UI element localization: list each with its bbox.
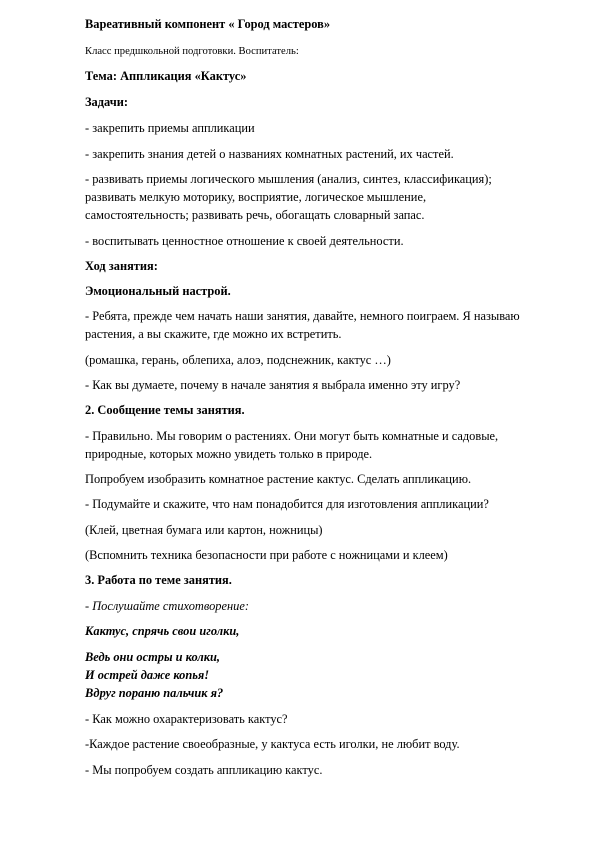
section2-line: - Подумайте и скажите, что нам понадобится для изготовления аппликации? — [85, 497, 489, 511]
closing-line: - Как можно охарактеризовать кактус? — [85, 712, 288, 726]
section2-line: природные, которых можно увидеть только в природе. — [85, 447, 373, 461]
closing-line: -Каждое растение своеобразные, у кактуса есть иголки, не любит воду. — [85, 737, 460, 751]
section2-line: (Клей, цветная бумага или картон, ножницы) — [85, 523, 323, 537]
task-line: самостоятельность; развивать речь, обогащать словарный запас. — [85, 208, 425, 222]
topic-heading: Тема: Аппликация «Кактус» — [85, 69, 247, 83]
task-line: - закрепить знания детей о названиях комнатных растений, их частей. — [85, 147, 454, 161]
poem-intro: - Послушайте стихотворение: — [85, 599, 249, 613]
section2-line: - Правильно. Мы говорим о растениях. Они могут быть комнатные и садовые, — [85, 429, 499, 443]
mood-line: (ромашка, герань, облепиха, алоэ, подснежник, кактус …) — [85, 353, 391, 367]
mood-line: растения, а вы скажите, где можно их встретить. — [85, 327, 342, 341]
section3-heading: 3. Работа по теме занятия. — [85, 573, 232, 587]
mood-heading: Эмоциональный настрой. — [85, 284, 231, 298]
task-line: - развивать приемы логического мышления (анализ, синтез, классификация); — [85, 172, 492, 186]
task-line: - закрепить приемы аппликации — [85, 121, 255, 135]
task-line: развивать мелкую моторику, восприятие, логическое мышление, — [85, 190, 427, 204]
mood-line: - Как вы думаете, почему в начале занятия я выбрала именно эту игру? — [85, 378, 461, 392]
poem-line: И острей даже копья! — [85, 668, 210, 682]
poem-line: Вдруг пораню пальчик я? — [85, 686, 224, 700]
mood-line: - Ребята, прежде чем начать наши занятия, давайте, немного поиграем. Я называю — [85, 309, 520, 323]
section2-line: Попробуем изобразить комнатное растение кактус. Сделать аппликацию. — [85, 472, 472, 486]
poem-line: Ведь они остры и колки, — [85, 650, 220, 664]
closing-line: - Мы попробуем создать аппликацию кактус. — [85, 763, 323, 777]
document-subtitle: Класс предшкольной подготовки. Воспитатель: — [85, 46, 299, 57]
tasks-heading: Задачи: — [85, 95, 128, 109]
document-title: Вареативный компонент « Город мастеров» — [85, 17, 331, 31]
lesson-heading: Ход занятия: — [85, 259, 158, 273]
section2-line: (Вспомнить техника безопасности при работе с ножницами и клеем) — [85, 548, 448, 562]
task-line: - воспитывать ценностное отношение к своей деятельности. — [85, 234, 404, 248]
section2-heading: 2. Сообщение темы занятия. — [85, 403, 245, 417]
poem-line: Кактус, спрячь свои иголки, — [85, 624, 240, 638]
